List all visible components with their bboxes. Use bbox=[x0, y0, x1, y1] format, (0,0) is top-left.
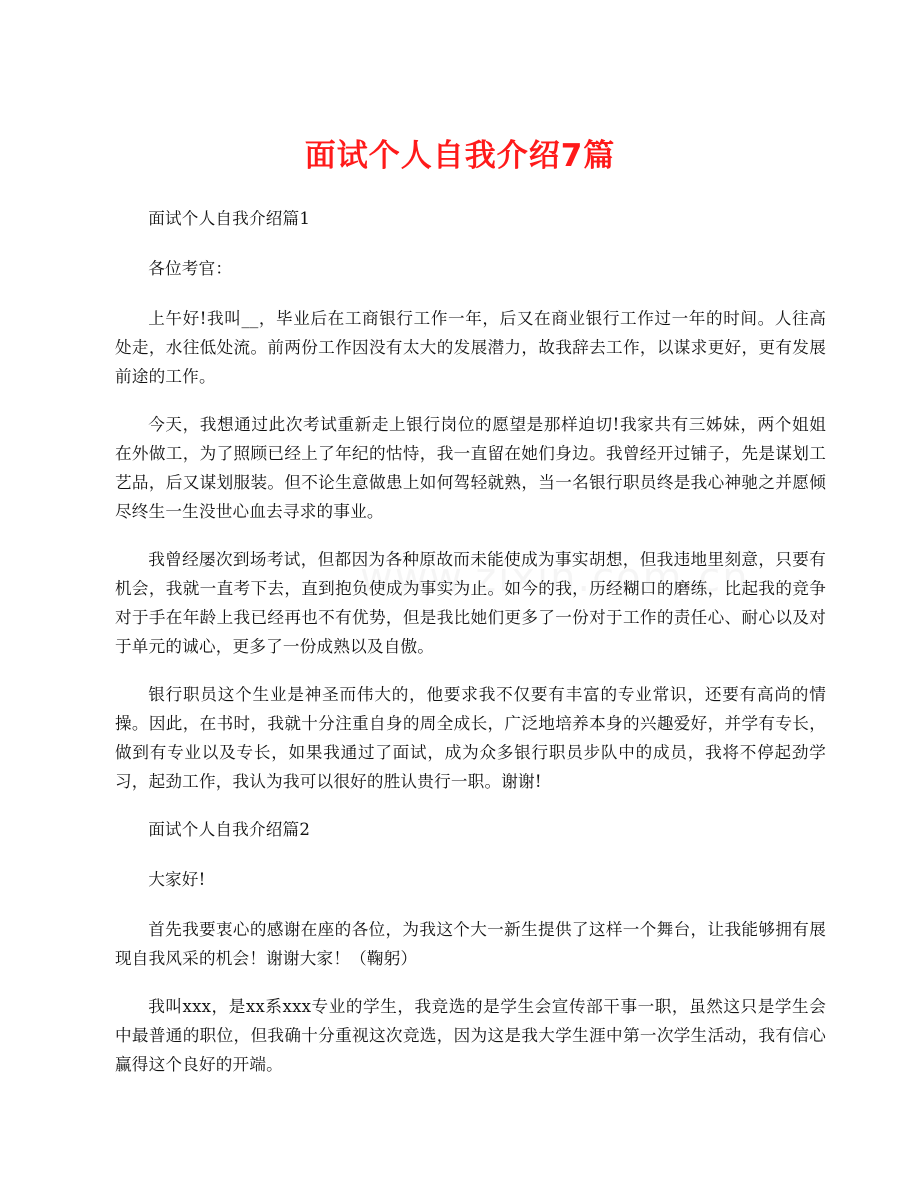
paragraph: 首先我要衷心的感谢在座的各位，为我这个大一新生提供了这样一个舞台，让我能够拥有展现自我风采的机会！谢谢大家！（鞠躬） bbox=[115, 920, 826, 968]
document-title: 面试个人自我介绍7篇 bbox=[304, 138, 616, 174]
greeting: 大家好! bbox=[148, 870, 206, 889]
paragraph: 我叫xxx，是xx系xxx专业的学生，我竞选的是学生会宣传部干事一职，虽然这只是学生会中最普通的职位，但我确十分重视这次竞选，因为这是我大学生涯中第一次学生活动，我有信心赢得这个良好的开端。 bbox=[115, 997, 826, 1074]
section-heading-2: 面试个人自我介绍篇2 bbox=[148, 820, 311, 839]
paragraph: 我曾经屡次到场考试，但都因为各种原故而未能使成为事实胡想，但我违地里刻意，只要有机会，我就一直考下去，直到抱负使成为事实为止。如今的我，历经糊口的磨练，比起我的竞争对于手在年龄上我已经再也不有优势，但是我比她们更多了一份对于工作的责任心、耐心以及对于单元的诚心，更多了一份成熟以及自傲。 bbox=[115, 550, 826, 656]
salutation: 各位考官： bbox=[148, 259, 233, 278]
paragraph: 上午好!我叫__，毕业后在工商银行工作一年，后又在商业银行工作过一年的时间。人往高处走，水往低处流。前两份工作因没有太大的发展潜力，故我辞去工作，以谋求更好，更有发展前途的工作。 bbox=[115, 309, 826, 386]
document-body bbox=[115, 204, 826, 1098]
paragraph: 银行职员这个生业是神圣而伟大的，他要求我不仅要有丰富的专业常识，还要有高尚的情操。因此，在书时，我就十分注重自身的周全成长，广泛地培养本身的兴趣爱好，并学有专长，做到有专业以及专长，如果我通过了面试，成为众多银行职员步队中的成员，我将不停起劲学习，起劲工作，我认为我可以很好的胜认贵行一职。谢谢! bbox=[115, 685, 826, 791]
section-heading-1: 面试个人自我介绍篇1 bbox=[148, 209, 311, 228]
paragraph: 今天，我想通过此次考试重新走上银行岗位的愿望是那样迫切!我家共有三姊妹，两个姐姐在外做工，为了照顾已经上了年纪的怙恃，我一直留在她们身边。我曾经开过铺子，先是谋划工艺品，后又谋划服装。但不论生意做患上如何驾轻就熟，当一名银行职员终是我心神驰之并愿倾尽终生一生没世心血去寻求的事业。 bbox=[115, 415, 826, 521]
